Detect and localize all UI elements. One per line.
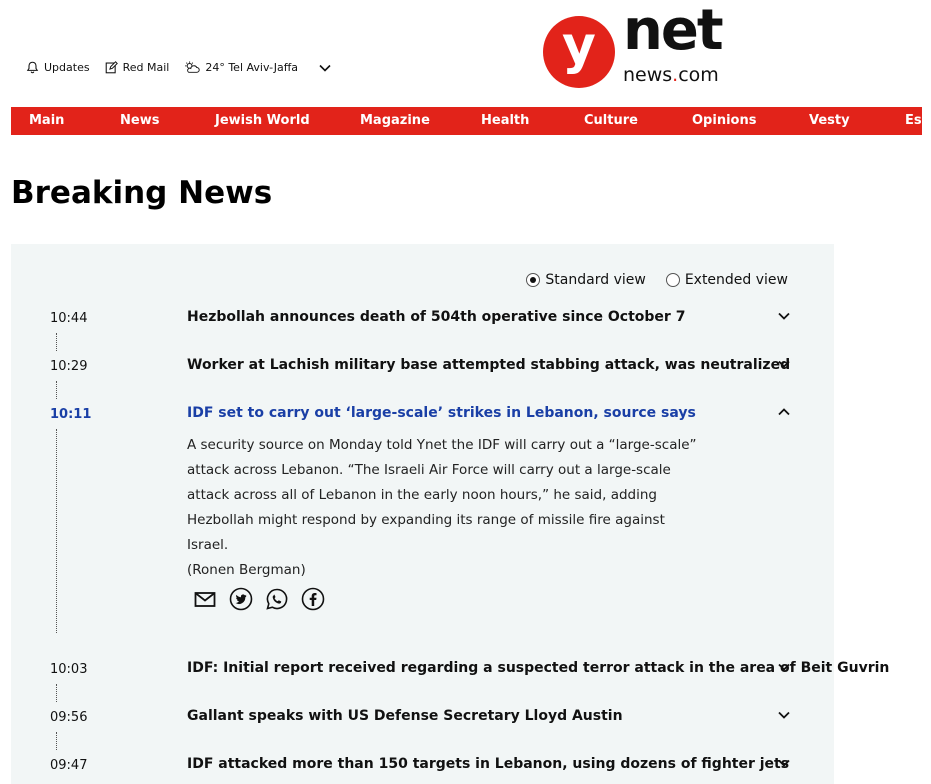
extended-view-radio[interactable]: [666, 273, 680, 287]
location-dropdown[interactable]: [319, 64, 331, 72]
chevron-down-icon: [319, 64, 331, 72]
bell-icon: [26, 61, 39, 74]
chevron-up-icon[interactable]: [775, 403, 793, 421]
news-body: [187, 433, 697, 583]
email-icon[interactable]: [193, 587, 217, 611]
ynet-logo[interactable]: [543, 0, 743, 88]
news-time: 10:29: [50, 359, 88, 374]
nav-item-magazine[interactable]: Magazine: [360, 113, 430, 128]
page-title: Breaking News: [11, 175, 273, 211]
chevron-down-icon[interactable]: [775, 754, 793, 772]
weather-widget[interactable]: [184, 61, 298, 74]
share-bar: [193, 587, 337, 611]
nav-item-main[interactable]: Main: [29, 113, 65, 128]
nav-item-esp[interactable]: Esp: [905, 113, 931, 128]
news-body-line: Israel.: [187, 537, 229, 553]
news-time: 09:56: [50, 710, 88, 725]
facebook-icon[interactable]: [301, 587, 325, 611]
news-title[interactable]: Hezbollah announces death of 504th operative since October 7: [187, 309, 686, 325]
red-mail-label: Red Mail: [122, 61, 170, 74]
timeline-connector: [56, 684, 57, 702]
news-title[interactable]: Worker at Lachish military base attempted stabbing attack, was neutralized: [187, 357, 791, 373]
logo-sub-prefix: news: [623, 64, 673, 86]
logo-sub-suffix: com: [678, 64, 719, 86]
top-links: [26, 61, 331, 74]
news-time: 10:44: [50, 311, 88, 326]
weather-label: 24° Tel Aviv-Jaffa: [205, 61, 299, 74]
news-credit: (Ronen Bergman): [187, 562, 306, 578]
updates-label: Updates: [44, 61, 90, 74]
chevron-down-icon[interactable]: [775, 706, 793, 724]
view-toggle: [506, 272, 788, 288]
news-title[interactable]: Gallant speaks with US Defense Secretary Lloyd Austin: [187, 708, 623, 724]
extended-view-label: Extended view: [684, 272, 788, 288]
logo-word: net: [623, 0, 722, 63]
standard-view-option[interactable]: [526, 272, 645, 288]
logo-sub-dot: .: [672, 64, 679, 86]
standard-view-label: Standard view: [545, 272, 646, 288]
news-title[interactable]: IDF set to carry out ‘large-scale’ strikes in Lebanon, source says: [187, 405, 696, 421]
twitter-icon[interactable]: [229, 587, 253, 611]
nav-item-culture[interactable]: Culture: [584, 113, 638, 128]
standard-view-radio[interactable]: [526, 273, 540, 287]
news-body-line: attack across Lebanon. “The Israeli Air Force will carry out a large-scale: [187, 462, 671, 478]
timeline-connector: [56, 429, 57, 633]
nav-item-jewish-world[interactable]: Jewish World: [215, 113, 310, 128]
chevron-down-icon[interactable]: [775, 658, 793, 676]
logo-subtitle: [623, 64, 719, 86]
nav-item-vesty[interactable]: Vesty: [809, 113, 850, 128]
news-time: 10:03: [50, 662, 88, 677]
news-time: 10:11: [50, 407, 92, 422]
timeline-connector: [56, 732, 57, 750]
nav-item-health[interactable]: Health: [481, 113, 530, 128]
partly-cloudy-icon: [184, 61, 200, 74]
extended-view-option[interactable]: [666, 272, 788, 288]
timeline-connector: [56, 333, 57, 351]
logo-mark: y: [543, 16, 615, 88]
news-title[interactable]: IDF: Initial report received regarding a suspected terror attack in the area of Beit Guvrin: [187, 660, 890, 676]
timeline-connector: [56, 381, 57, 399]
chevron-down-icon[interactable]: [775, 355, 793, 373]
whatsapp-icon[interactable]: [265, 587, 289, 611]
chevron-down-icon[interactable]: [775, 307, 793, 325]
news-body-line: Hezbollah might respond by expanding its range of missile fire against: [187, 512, 665, 528]
news-title[interactable]: IDF attacked more than 150 targets in Lebanon, using dozens of fighter jets: [187, 756, 790, 772]
top-bar: [0, 0, 922, 105]
news-body-line: attack across all of Lebanon in the early noon hours,” he said, adding: [187, 487, 658, 503]
edit-note-icon: [105, 61, 118, 74]
main-nav: [11, 107, 931, 135]
red-mail-link[interactable]: [105, 61, 170, 74]
nav-item-opinions[interactable]: Opinions: [692, 113, 757, 128]
nav-item-news[interactable]: News: [120, 113, 160, 128]
news-body-line: A security source on Monday told Ynet the IDF will carry out a “large-scale”: [187, 437, 697, 453]
news-time: 09:47: [50, 758, 88, 773]
updates-link[interactable]: [26, 61, 90, 74]
breaking-news-panel: [11, 244, 890, 784]
